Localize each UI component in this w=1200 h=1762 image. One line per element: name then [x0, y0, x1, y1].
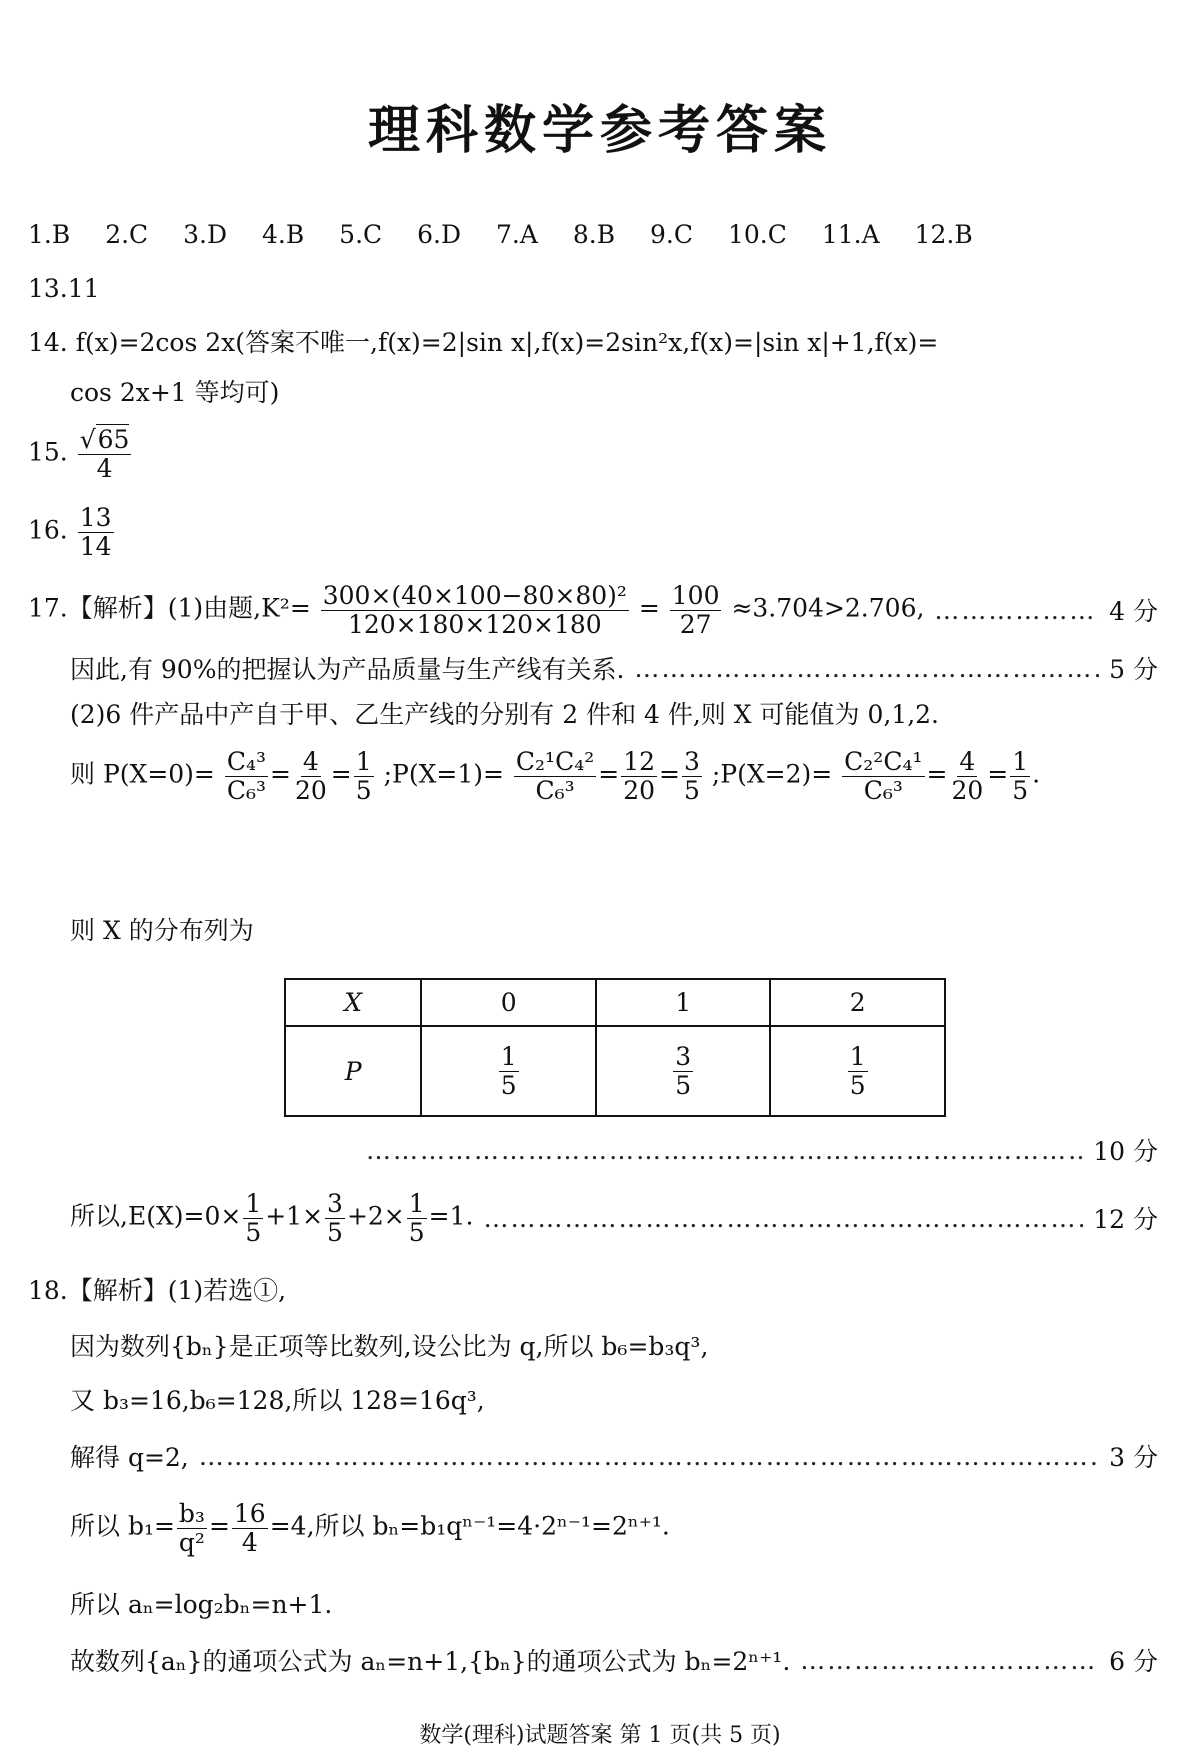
leader-dots [634, 654, 1099, 683]
answer-item: 5.C [339, 220, 383, 249]
table-cell: P [285, 1026, 421, 1116]
answer-item: 6.D [417, 220, 462, 249]
table-cell: 1 [596, 979, 771, 1026]
q18-line5: 所以 aₙ=log₂bₙ=n+1. [70, 1590, 333, 1619]
fraction: $\frac{3}{5}$ [683, 747, 700, 805]
table-cell [421, 1026, 596, 1116]
q18-line6: 故数列{aₙ}的通项公式为 aₙ=n+1,{bₙ}的通项公式为 bₙ=2ⁿ⁺¹. ……………………………………………………………………………………………………………………………………………………………… 6 分 [70, 1642, 1158, 1678]
q18-line2: 又 b₃=16,b₆=128,所以 128=16q³, [70, 1386, 485, 1415]
ratio-fraction: $\frac{100}{27}$ [671, 581, 720, 639]
score: 10 分 [1093, 1137, 1158, 1166]
fraction: $\frac{12}{20}$ [623, 747, 656, 805]
answer-item: 11.A [821, 220, 880, 249]
answer-item: 1.B [28, 220, 71, 249]
answer-13: 13.11 [28, 274, 100, 303]
answer-item: 3.D [183, 220, 228, 249]
q18-line4: 所以 b₁= $\frac{\text{b₃}}{\text{q²}}$ = $\frac{16}{4}$ =4,所以 bₙ=b₁qⁿ⁻¹=4·2ⁿ⁻¹=2ⁿ⁺¹. [70, 1499, 670, 1557]
fraction: $\frac{1}{5}$ [849, 1042, 866, 1100]
answer-16: 16. $\frac{13}{14}$ [28, 503, 112, 561]
fraction: $\frac{1}{5}$ [408, 1189, 425, 1247]
answer-item: 2.C [105, 220, 149, 249]
table-cell: 0 [421, 979, 596, 1026]
fraction: $\frac{1}{5}$ [245, 1189, 262, 1247]
fraction: $\frac{4}{20}$ [294, 747, 327, 805]
score: 3 分 [1109, 1443, 1158, 1472]
q17-line2: 因此,有 90%的把握认为产品质量与生产线有关系. ……………………………………………………………………………………………………………………………………………………………… 5 分 [70, 650, 1158, 686]
q18-line3: 解得 q=2, ……………………………………………………………………………………………………………………………………………………………… 3 分 [70, 1438, 1158, 1474]
fraction: $\frac{\text{b₃}}{\text{q²}}$ [178, 1499, 205, 1557]
answer-15: 15. $\frac{√65}{4}$ [28, 425, 130, 483]
fraction: $\frac{\text{C₂¹C₄²}}{\text{C₆³}}$ [515, 747, 595, 805]
distribution-table [284, 978, 946, 1117]
fraction: $\frac{1}{5}$ [355, 747, 372, 805]
table-row [285, 979, 945, 1026]
answer-item: 10.C [727, 220, 787, 249]
table-cell: 2 [770, 979, 945, 1026]
fraction: $\frac{√65}{4}$ [79, 425, 130, 483]
fraction: $\frac{16}{4}$ [233, 1499, 266, 1557]
table-row [285, 1026, 945, 1116]
fraction: $\frac{1}{5}$ [500, 1042, 517, 1100]
fraction: $\frac{1}{5}$ [1012, 747, 1029, 805]
q17-line1: 17.【解析】(1)由题,K²= $\frac{\text{300×(40×100−80×80)²}}{120\times 180\times 120\times 180}$ = $\frac{100}{27}$ ≈3.704>2.706, ……………………………………………………………………………………………………………………………………………………………… 4 分 [28, 582, 1158, 638]
answer-item: 4.B [261, 220, 305, 249]
q17-expectation: 所以,E(X)=0× $\frac{1}{5}$ +1× $\frac{3}{5}$ +2× $\frac{1}{5}$ =1. ……………………………………………………………………………………………………………………………………………………………… 12 分 [70, 1190, 1158, 1246]
score: 12 分 [1093, 1205, 1158, 1234]
table-cell [770, 1026, 945, 1116]
q18-head: 18.【解析】(1)若选①, [28, 1276, 287, 1305]
q17-dist-label: 则 X 的分布列为 [70, 916, 254, 945]
fraction: $\frac{4}{20}$ [951, 747, 984, 805]
answer-14-line1: 14. f(x)=2cos 2x(答案不唯一,f(x)=2|sin x|,f(x)=2sin²x,f(x)=|sin x|+1,f(x)= [28, 328, 939, 357]
q17-probabilities: 则 P(X=0)= $\frac{\text{C₄³}}{\text{C₆³}}$ = $\frac{4}{20}$ = $\frac{1}{5}$ ;P(X=1)= $\frac{\text{C₂¹C₄²}}{\text{C₆³}}$ = $\frac{12}{20}$ = $\frac{3}{5}$ ;P(X=2)= $\frac{\text{C₂²C₄¹}}{\text{C₆³}}$ = $\frac{4}{20}$ = $\frac{1}{5}$ . [70, 747, 1041, 805]
table-cell [596, 1026, 771, 1116]
score: 5 分 [1109, 655, 1158, 684]
leader-dots [483, 1204, 1083, 1233]
score: 6 分 [1109, 1647, 1158, 1676]
mc-answers-row [28, 218, 1000, 252]
fraction: $\frac{3}{5}$ [675, 1042, 692, 1100]
k-squared-fraction: $\frac{\text{300×(40×100−80×80)²}}{120\times 180\times 120\times 180}$ [322, 581, 627, 639]
q17-line3: (2)6 件产品中产自于甲、乙生产线的分别有 2 件和 4 件,则 X 可能值为 0,1,2. [70, 700, 940, 729]
answer-item: 12.B [914, 220, 973, 249]
page-footer: 数学(理科)试题答案 第 1 页(共 5 页) [419, 1723, 781, 1748]
answer-14-line2: cos 2x+1 等均可) [70, 378, 280, 407]
fraction: $\frac{13}{14}$ [79, 503, 112, 561]
fraction: $\frac{\text{C₂²C₄¹}}{\text{C₆³}}$ [844, 747, 923, 805]
leader-dots [800, 1646, 1099, 1675]
score: 4 分 [1109, 597, 1158, 626]
fraction: $\frac{3}{5}$ [327, 1189, 343, 1247]
leader-dots [199, 1442, 1099, 1471]
answer-item: 7.A [495, 220, 538, 249]
table-cell: X [285, 979, 421, 1026]
answer-item: 9.C [650, 220, 694, 249]
fraction: $\frac{\text{C₄³}}{\text{C₆³}}$ [226, 747, 267, 805]
q17-score-line [366, 1132, 1158, 1168]
q18-line1: 因为数列{bₙ}是正项等比数列,设公比为 q,所以 b₆=b₃q³, [70, 1332, 709, 1361]
leader-dots [934, 596, 1099, 625]
page-title: 理科数学参考答案 [367, 101, 832, 161]
leader-dots [366, 1136, 1083, 1165]
answer-item: 8.B [572, 220, 616, 249]
